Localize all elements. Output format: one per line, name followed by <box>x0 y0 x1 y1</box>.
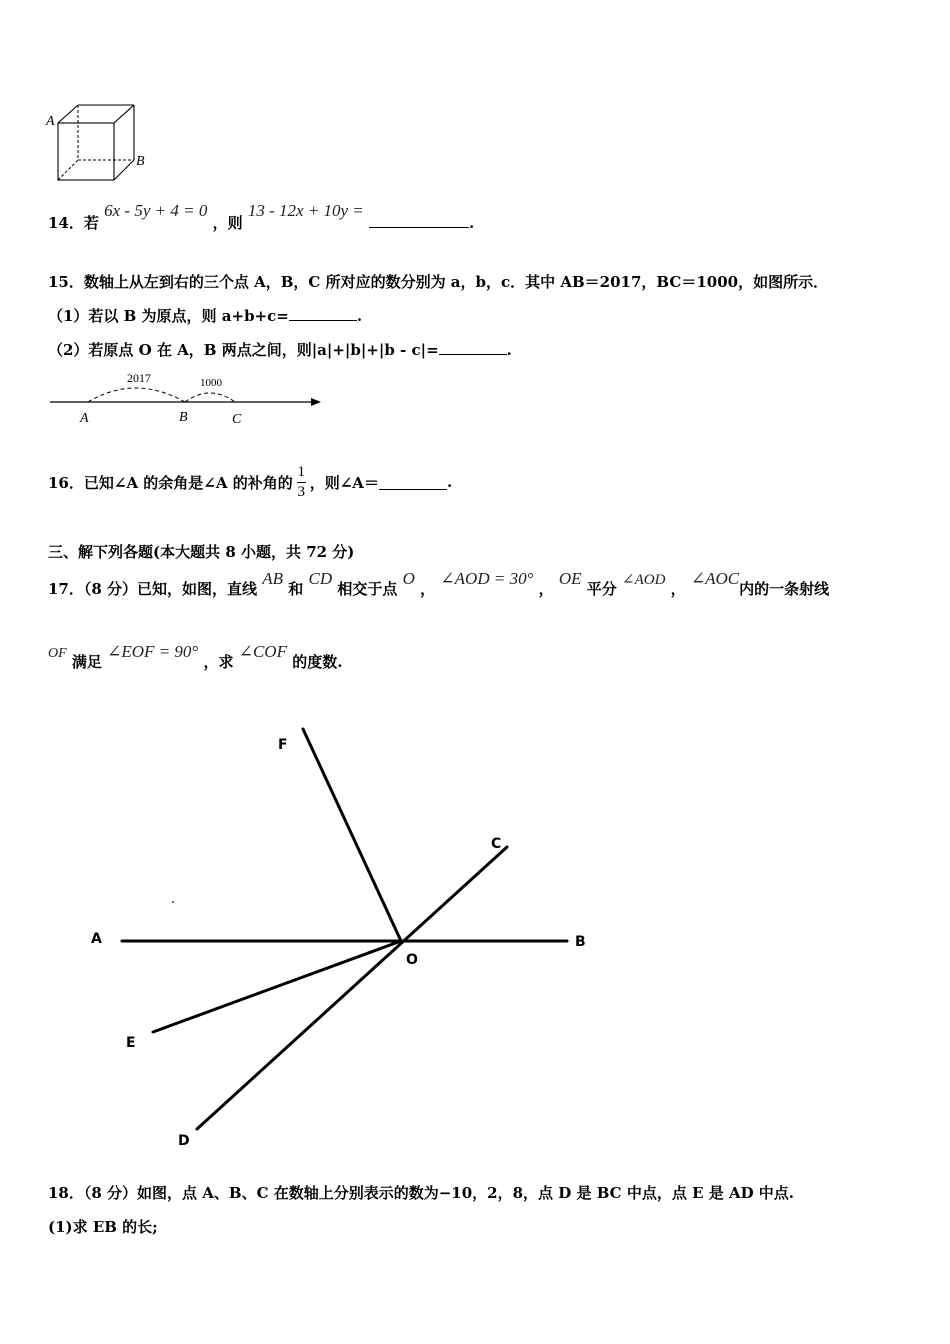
point-b-label: B <box>179 410 188 425</box>
label-c: C <box>491 836 502 852</box>
q17-comma-1: ， <box>420 580 436 598</box>
q17-line-cd: CD <box>308 569 333 588</box>
q18-part1: (1)求 EB 的长; <box>48 1218 158 1236</box>
q16-suffix: ，则∠A＝ <box>309 473 379 492</box>
q14-condition: 6x - 5y + 4 = 0 <box>104 201 208 220</box>
q14-middle: ，则 <box>212 214 243 232</box>
label-d: D <box>178 1133 190 1149</box>
label-e: E <box>126 1035 136 1051</box>
ab-distance-label: 2017 <box>127 371 151 385</box>
q17-find: ，求 <box>203 653 234 671</box>
ray-oe <box>153 941 401 1032</box>
q17-ray-text: 内的一条射线 <box>739 580 830 598</box>
q16-fraction-denominator: 3 <box>297 483 305 500</box>
q17-ray-oe: OE <box>558 569 582 588</box>
q17-angle-aod: ∠AOD = 30° <box>440 569 534 588</box>
ray-of <box>303 729 401 941</box>
q17-prefix: 17．（8 分）已知，如图，直线 <box>48 580 258 598</box>
q17-comma-2: ， <box>538 580 554 598</box>
q17-angle-cof: ∠COF <box>238 642 287 661</box>
bc-distance-label: 1000 <box>200 377 222 389</box>
q14-number: 14． <box>48 214 84 232</box>
q16-fraction-numerator: 1 <box>297 463 305 480</box>
q17-point-o: O <box>402 569 415 588</box>
point-c-label: C <box>232 412 242 427</box>
cube-label-b: B <box>136 154 145 169</box>
q14-end: . <box>469 214 475 232</box>
q15-stem: 15．数轴上从左到右的三个点 A，B，C 所对应的数分别为 a，b，c．其中 AB＝2017，BC＝1000，如图所示． <box>48 273 829 291</box>
q17-angle-eof: ∠EOF = 90° <box>107 642 199 661</box>
q17-angle-aoc: ∠AOC <box>690 569 740 588</box>
q17-angle-aod-2: ∠AOD <box>622 572 666 588</box>
q17-satisfy: 满足 <box>71 653 102 671</box>
label-f: F <box>278 737 288 753</box>
q14-expression: 13 - 12x + 10y = <box>247 201 364 220</box>
line-cd <box>197 847 507 1129</box>
cube-label-a: A <box>46 114 55 129</box>
section-3-heading: 三、解下列各题(本大题共 8 小题，共 72 分) <box>48 543 355 561</box>
q17-ray-of: OF <box>48 646 67 661</box>
label-b: B <box>575 934 586 950</box>
q15-part2-end: . <box>506 341 512 359</box>
q16-end: . <box>446 473 453 491</box>
q17-line-ab: AB <box>262 569 284 588</box>
q14-prefix: 若 <box>83 214 99 232</box>
q17-degree: 的度数. <box>292 653 343 671</box>
q15-part2: （2）若原点 O 在 A，B 两点之间，则|a|+|b|+|b - c|= <box>48 341 439 359</box>
label-a: A <box>91 931 102 947</box>
q15-part1-end: . <box>356 307 363 325</box>
q17-bisect: 平分 <box>586 580 617 598</box>
point-a-label: A <box>80 411 89 426</box>
label-o: O <box>406 952 418 968</box>
q18-stem: 18．（8 分）如图，点 A、B、C 在数轴上分别表示的数为−10，2，8，点 D 是 BC 中点，点 E 是 AD 中点. <box>48 1184 795 1202</box>
q15-part1: （1）若以 B 为原点，则 a+b+c= <box>48 307 289 325</box>
stray-dot <box>172 901 174 903</box>
q16-prefix: 16．已知∠A 的余角是∠A 的补角的 <box>48 473 293 492</box>
q17-comma-3: ， <box>670 580 686 598</box>
q17-intersect: 相交于点 <box>337 580 398 598</box>
q17-and: 和 <box>288 580 304 598</box>
